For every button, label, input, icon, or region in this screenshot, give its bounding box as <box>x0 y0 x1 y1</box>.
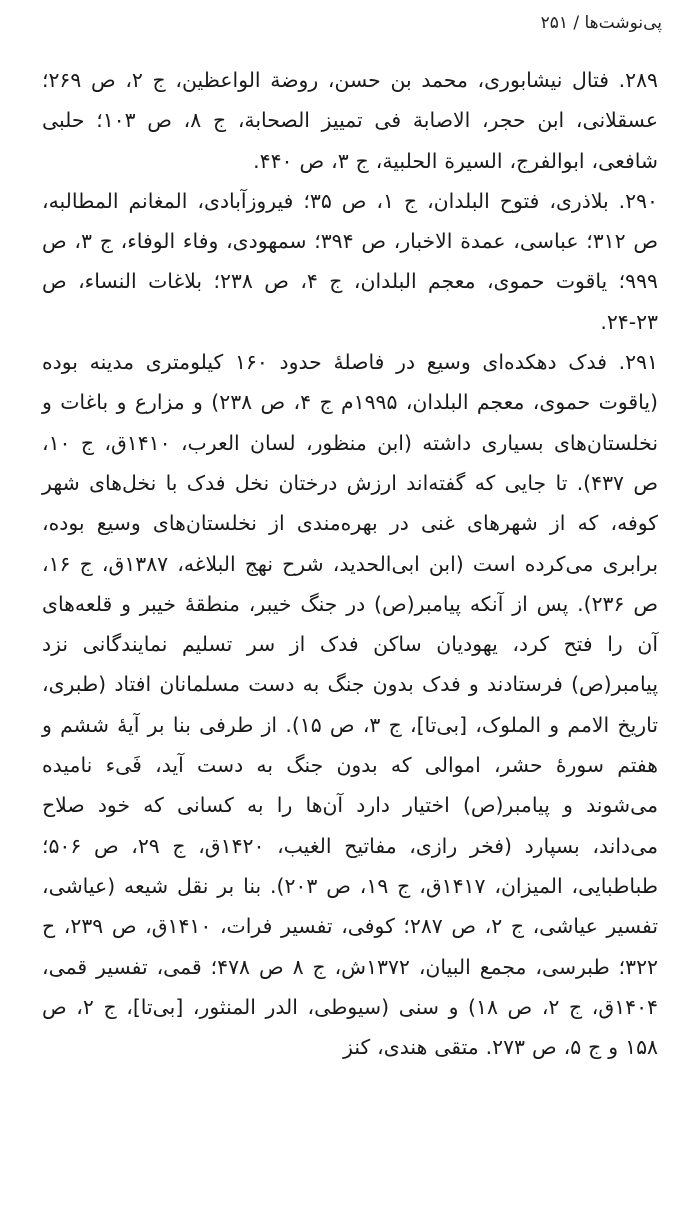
endnotes-list <box>42 60 658 1067</box>
endnote-289: ۲۸۹. فتال نیشابوری، محمد بن حسن، روضة الواعظین، ج ۲، ص ۲۶۹؛ عسقلانی، ابن حجر، الاصابة فی تمییز الصحابة، ج ۸، ص ۱۰۳؛ حلبی شافعی، ابوالفرج، السیرة الحلبیة، ج ۳، ص ۴۴۰. <box>42 68 659 173</box>
endnote-290: ۲۹۰. بلاذری، فتوح البلدان، ج ۱، ص ۳۵؛ فیروزآبادی، المغانم المطالبه، ص ۳۱۲؛ عباسی، عمدة الاخبار، ص ۳۹۴؛ سمهودی، وفاء الوفاء، ج ۳، ص ۹۹۹؛ یاقوت حموی، معجم البلدان، ج ۴، ص ۲۳۸؛ بلاغات النساء، ص ۲۳-۲۴. <box>42 188 658 334</box>
endnote-291: ۲۹۱. فدک دهکده‌ای وسیع در فاصلهٔ حدود ۱۶۰ کیلومتری مدینه بوده (یاقوت حموی، معجم البلدان، ۱۹۹۵م ج ۴، ص ۲۳۸) و مزارع و باغات و نخلستان‌های بسیاری داشته (ابن منظور، لسان العرب، ۱۴۱۰ق، ج ۱۰، ص ۴۳۷). تا جایی که گفته‌اند ارزش درختان نخل فدک با نخل‌های شهر کوفه، که از شهرهای غنی در بهره‌مندی از نخلستان‌های وسیع بوده، برابری می‌کرده است (ابن ابی‌الحدید، شرح نهج البلاغه، ۱۳۸۷ق، ج ۱۶، ص ۲۳۶). پس از آنکه پیامبر(ص) در جنگ خیبر، منطقهٔ خیبر و قلعه‌های آن را فتح کرد، یهودیان ساکن فدک از سر تسلیم نمایندگانی نزد پیامبر(ص) فرستادند و فدک بدون جنگ به دست مسلمانان افتاد (طبری، تاریخ الامم و الملوک، [بی‌تا]، ج ۳، ص ۱۵). از طرفی بنا بر آیهٔ ششم و هفتم سورهٔ حشر، اموالی که بدون جنگ به دست آید، فَیء نامیده می‌شوند و پیامبر(ص) اختیار دارد آن‌ها را به کسانی که خود صلاح می‌داند، بسپارد (فخر رازی، مفاتیح الغیب، ۱۴۲۰ق، ج ۲۹، ص ۵۰۶؛ طباطبایی، المیزان، ۱۴۱۷ق، ج ۱۹، ص ۲۰۳). بنا بر نقل شیعه (عیاشی، تفسیر عیاشی، ج ۲، ص ۲۸۷؛ کوفی، تفسیر فرات، ۱۴۱۰ق، ص ۲۳۹، ح ۳۲۲؛ طبرسی، مجمع البیان، ۱۳۷۲ش، ج ۸ ص ۴۷۸؛ قمی، تفسیر قمی، ۱۴۰۴ق، ج ۲، ص ۱۸) و سنی (سیوطی، الدر المنثور، [بی‌تا]، ج ۲، ص ۱۵۸ و ج ۵، ص ۲۷۳. متقی هندی، کنز <box>42 350 659 1060</box>
running-header: پی‌نوشت‌ها / ۲۵۱ <box>540 13 662 33</box>
